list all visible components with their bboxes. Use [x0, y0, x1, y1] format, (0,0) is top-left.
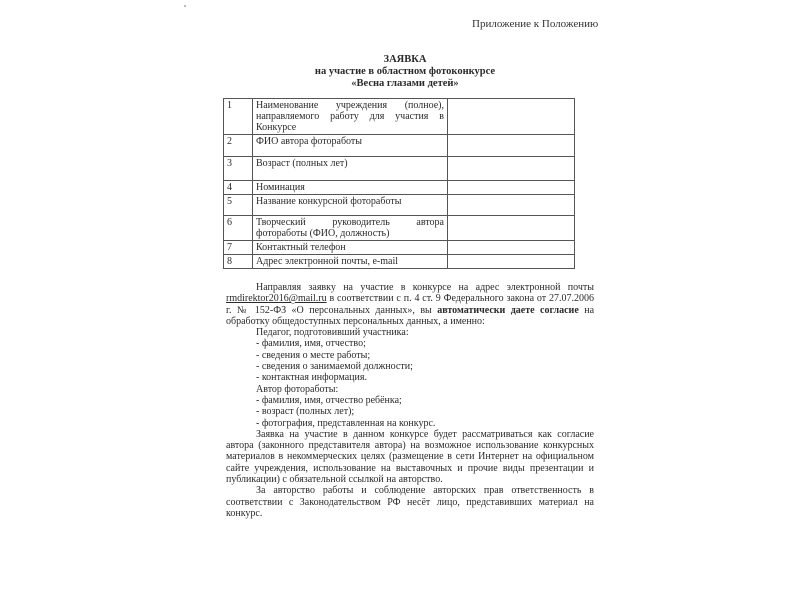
table-row	[224, 157, 575, 181]
row-value-field[interactable]	[448, 216, 575, 241]
document-title: ЗАЯВКА	[383, 54, 427, 65]
document-subtitle-1: на участие в областном фотоконкурсе	[314, 66, 496, 77]
row-number: 1	[224, 99, 253, 135]
document-subtitle-2: «Весна глазами детей»	[351, 78, 459, 89]
table-row	[224, 255, 575, 269]
consent-text-part: на обработку общедоступных персональных данных, а именно:	[226, 304, 595, 327]
row-label: Творческий руководитель автора фотоработы (ФИО, должность)	[253, 216, 448, 241]
usage-paragraph: Заявка на участие в данном конкурсе будет рассматриваться как согласие автора (законного представителя автора) на возможное использование конкурсных материалов в некоммерческих целях (размещение в сети Интернет на официальном сайте учреждения, использование на выставочных и прочие виды презентации и публикации) с обязательной ссылкой на авторство.	[226, 428, 594, 486]
row-label: Контактный телефон	[253, 241, 448, 255]
row-number: 4	[224, 181, 253, 195]
row-value-field[interactable]	[448, 157, 575, 181]
title-block	[240, 54, 570, 90]
list-item: - фотография, представленная на конкурс.	[256, 417, 436, 429]
copyright-paragraph: За авторство работы и соблюдение авторских прав ответственность в соответствии с Законодательством РФ несёт лицо, представивших материал на конкурс.	[226, 485, 594, 519]
appendix-note: Приложение к Положению	[472, 18, 599, 30]
consent-text-part: Направляя заявку на участие в конкурсе на адрес электронной почты	[256, 282, 594, 293]
row-value-field[interactable]	[448, 181, 575, 195]
row-label: Номинация	[253, 181, 448, 195]
table-row	[224, 195, 575, 216]
consent-paragraph	[226, 282, 594, 327]
row-value-field[interactable]	[448, 241, 575, 255]
author-heading: Автор фотоработы:	[256, 383, 339, 395]
row-number: 7	[224, 241, 253, 255]
row-number: 5	[224, 195, 253, 216]
list-item: - сведения о занимаемой должности;	[256, 361, 413, 373]
email-link[interactable]: rmdirektor2016@mail.ru	[226, 293, 327, 305]
consent-bold-text: автоматически даете согласие	[437, 304, 579, 316]
consent-text	[226, 282, 594, 519]
list-item: - фамилия, имя, отчество ребёнка;	[256, 394, 402, 406]
row-label: Название конкурсной фотоработы	[253, 195, 448, 216]
list-item: - контактная информация.	[256, 372, 367, 384]
table-row	[224, 181, 575, 195]
row-label: Наименование учреждения (полное), направляемого работу для участия в Конкурсе	[253, 99, 448, 135]
row-number: 3	[224, 157, 253, 181]
row-label: ФИО автора фотоработы	[253, 135, 448, 157]
table-row	[224, 216, 575, 241]
table-row	[224, 135, 575, 157]
row-number: 6	[224, 216, 253, 241]
row-number: 8	[224, 255, 253, 269]
list-item: - фамилия, имя, отчество;	[256, 338, 366, 350]
row-number: 2	[224, 135, 253, 157]
row-value-field[interactable]	[448, 99, 575, 135]
teacher-heading: Педагог, подготовивший участника:	[256, 327, 409, 339]
row-value-field[interactable]	[448, 195, 575, 216]
table-row	[224, 99, 575, 135]
application-form-table	[223, 98, 575, 269]
row-value-field[interactable]	[448, 255, 575, 269]
scan-speck	[184, 5, 186, 7]
row-value-field[interactable]	[448, 135, 575, 157]
row-label: Возраст (полных лет)	[253, 157, 448, 181]
consent-text-part: в соответствии с п. 4 ст. 9 Федерального закона от 27.07.2006 г. № 152-ФЗ «О персональных данных», вы	[226, 293, 594, 316]
list-item: - возраст (полных лет);	[256, 406, 355, 418]
list-item: - сведения о месте работы;	[256, 349, 371, 361]
table-row	[224, 241, 575, 255]
row-label: Адрес электронной почты, e-mail	[253, 255, 448, 269]
